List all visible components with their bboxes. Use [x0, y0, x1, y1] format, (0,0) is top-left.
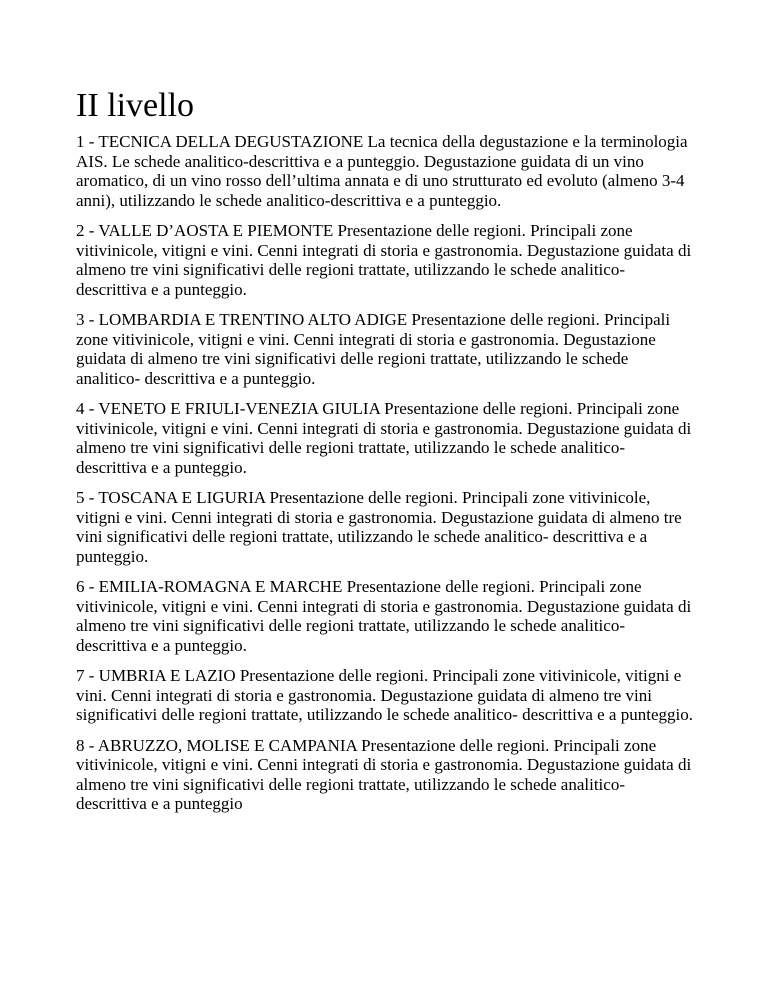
lesson-5: 5 - TOSCANA E LIGURIA Presentazione delle regioni. Principali zone vitivinicole, vitigni e vini. Cenni integrati di storia e gastronomia. Degustazione guidata di almeno tre vini significativi delle regioni trattate, utilizzando le schede analitico- descrittiva e a punteggio. [76, 488, 682, 566]
lesson-7: 7 - UMBRIA E LAZIO Presentazione delle regioni. Principali zone vitivinicole, vitigni e vini. Cenni integrati di storia e gastronomia. Degustazione guidata di almeno tre vini significativi delle regioni trattate, utilizzando le schede analitico- descrittiva e a punteggio. [76, 666, 693, 725]
lesson-8: 8 - ABRUZZO, MOLISE E CAMPANIA Presentazione delle regioni. Principali zone vitivinicole, vitigni e vini. Cenni integrati di storia e gastronomia. Degustazione guidata di almeno tre vini significativi delle regioni trattate, utilizzando le schede analitico- descrittiva e a punteggio [76, 735, 692, 814]
lesson-3: 3 - LOMBARDIA E TRENTINO ALTO ADIGE Presentazione delle regioni. Principali zone vitivinicole, vitigni e vini. Cenni integrati di storia e gastronomia. Degustazione guidata di almeno tre vini significativi delle regioni trattate, utilizzando le schede analitico- descrittiva e a punteggio. [76, 310, 671, 388]
page-title: II livello [76, 87, 195, 124]
lesson-4: 4 - VENETO E FRIULI-VENEZIA GIULIA Presentazione delle regioni. Principali zone vitivinicole, vitigni e vini. Cenni integrati di storia e gastronomia. Degustazione guidata di almeno tre vini significativi delle regioni trattate, utilizzando le schede analitico- descrittiva e a punteggio. [76, 399, 692, 477]
lesson-6: 6 - EMILIA-ROMAGNA E MARCHE Presentazione delle regioni. Principali zone vitivinicole, vitigni e vini. Cenni integrati di storia e gastronomia. Degustazione guidata di almeno tre vini significativi delle regioni trattate, utilizzando le schede analitico- descrittiva e a punteggio. [76, 577, 692, 655]
document-page [76, 86, 696, 825]
lesson-2: 2 - VALLE D’AOSTA E PIEMONTE Presentazione delle regioni. Principali zone vitivinicole, vitigni e vini. Cenni integrati di storia e gastronomia. Degustazione guidata di almeno tre vini significativi delle regioni trattate, utilizzando le schede analitico- descrittiva e a punteggio. [76, 221, 692, 299]
lesson-1: 1 - TECNICA DELLA DEGUSTAZIONE La tecnica della degustazione e la terminologia AIS. Le schede analitico-descrittiva e a punteggio. Degustazione guidata di un vino aromatico, di un vino rosso dell’ultima annata e di uno strutturato ed evoluto (almeno 3-4 anni), utilizzando le schede analitico-descrittiva e a punteggio. [76, 132, 688, 210]
